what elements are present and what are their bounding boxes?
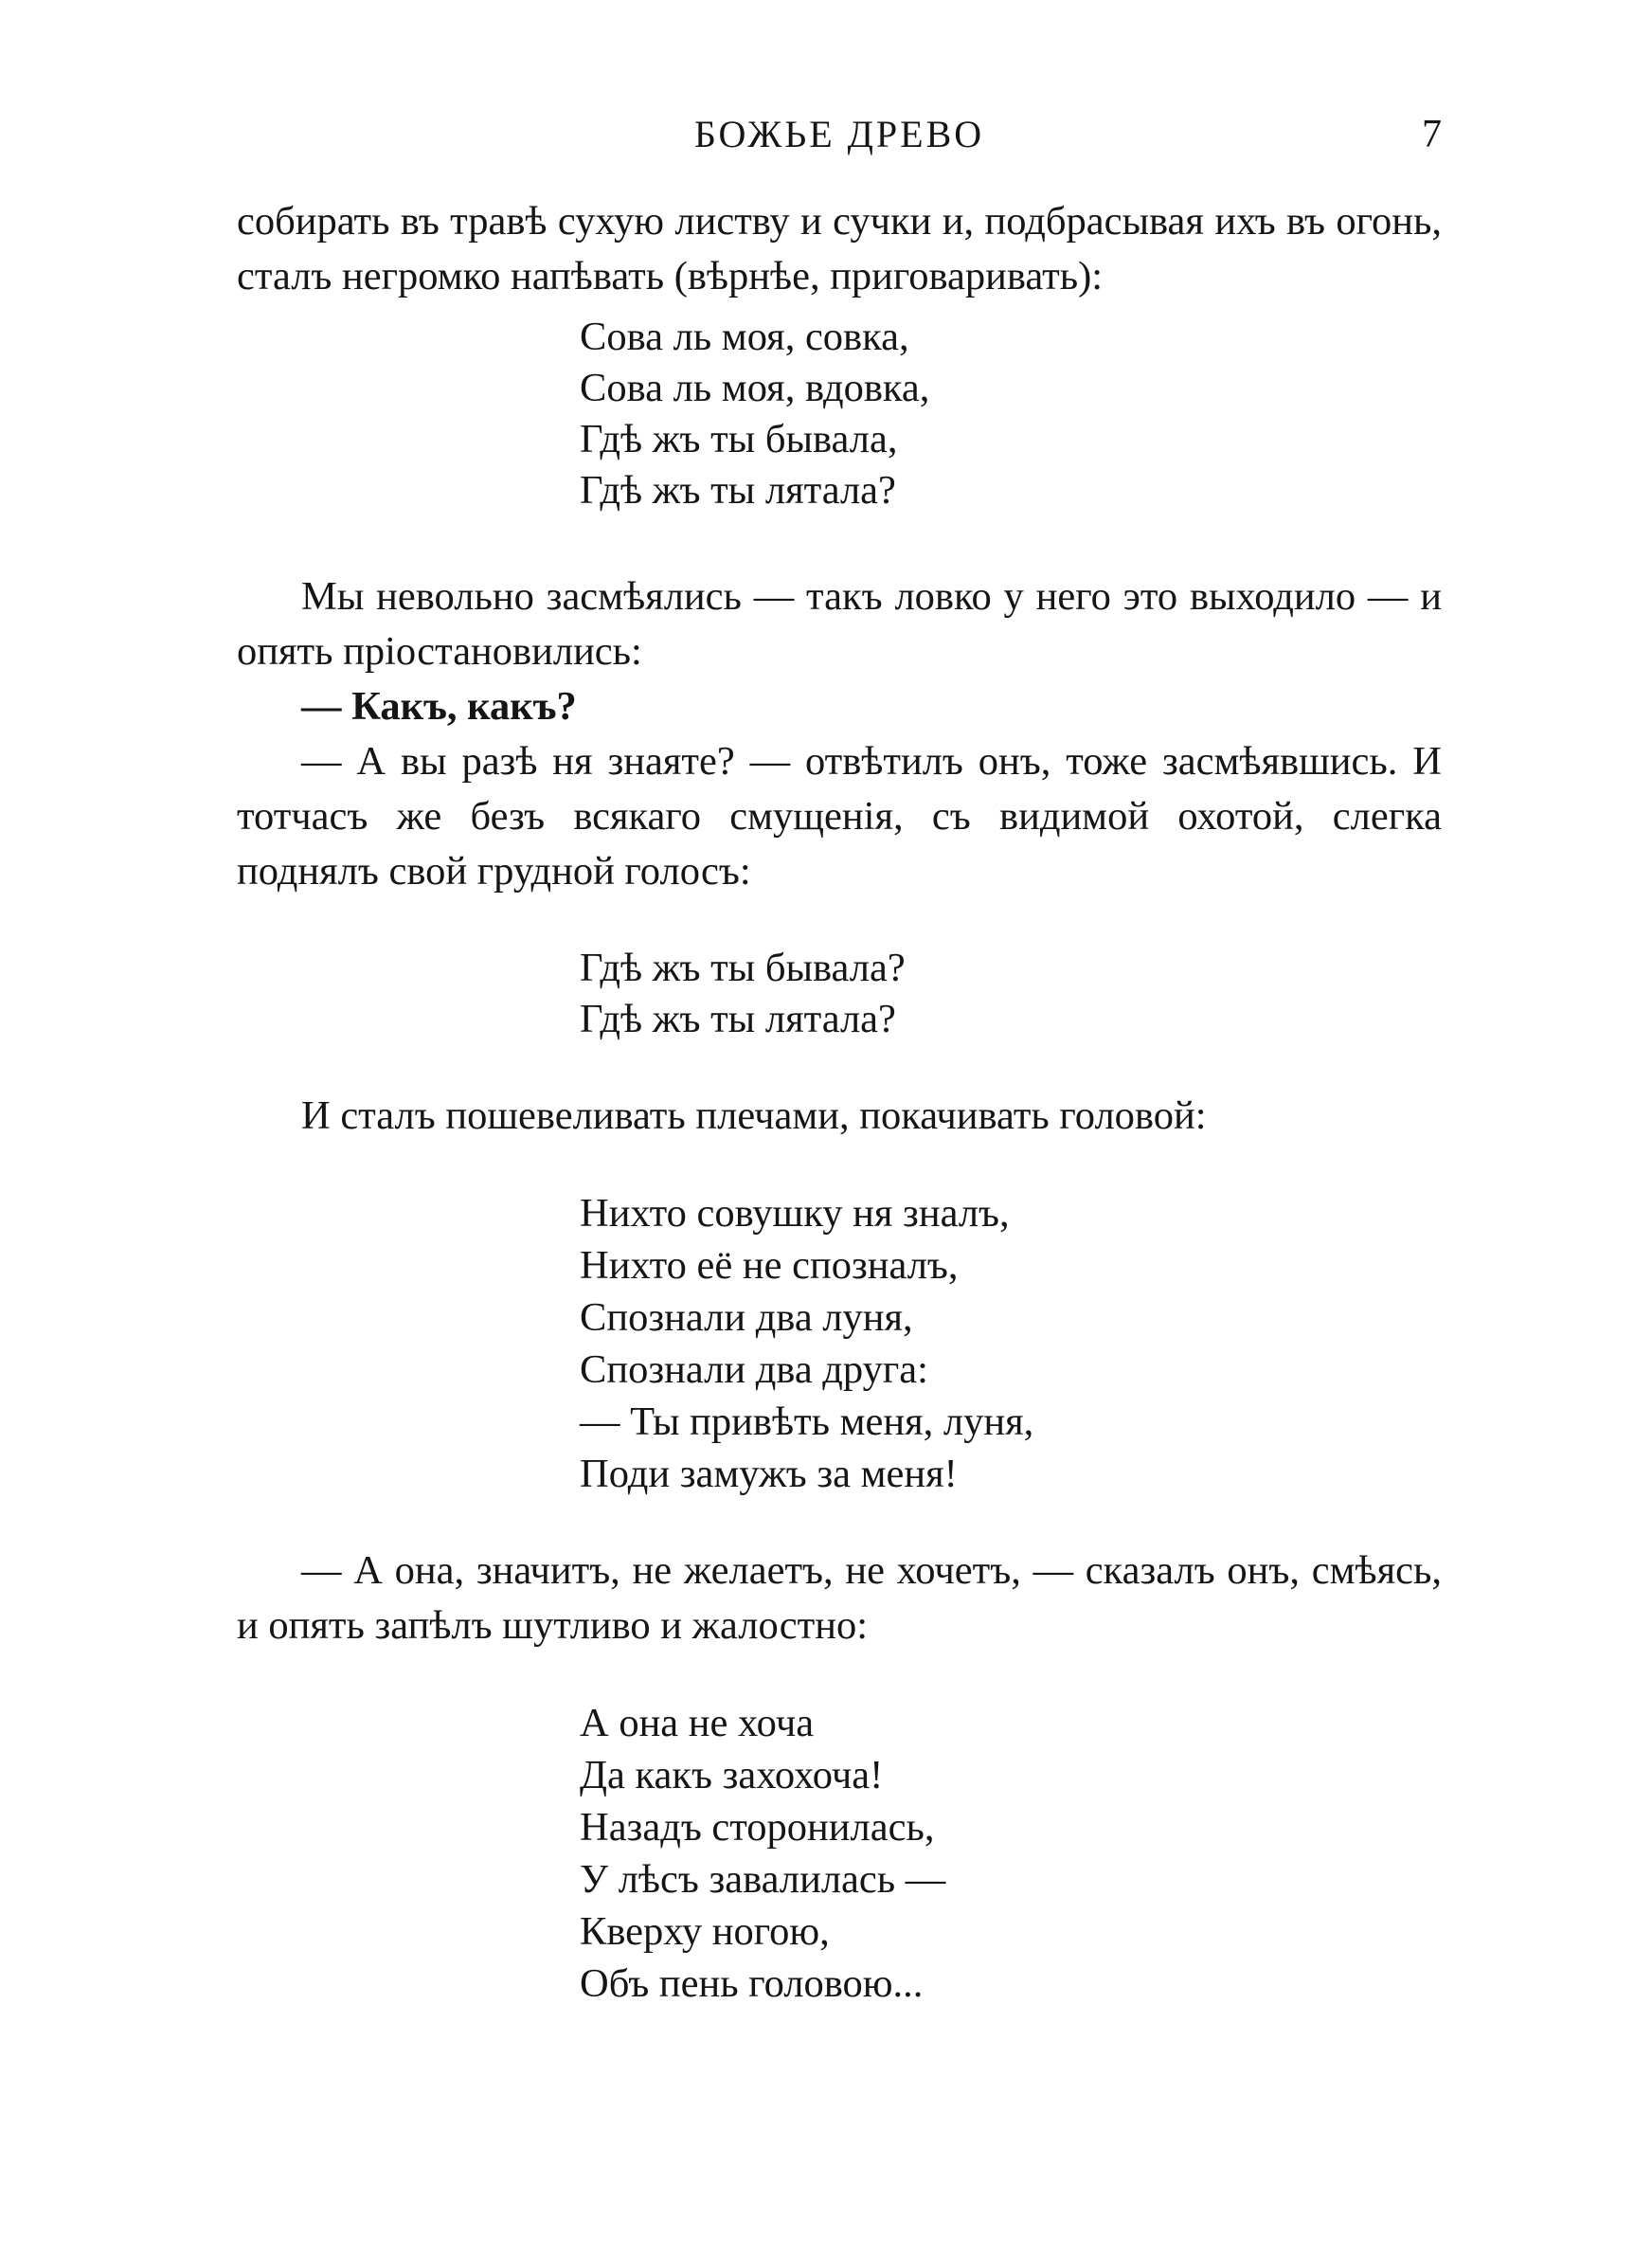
- verse-line: Назадъ сторонилась,: [580, 1805, 935, 1850]
- page-number: 7: [1422, 113, 1442, 156]
- verse-line: Нихто совушку ня зналъ,: [580, 1191, 1010, 1236]
- verse-stanza: [237, 943, 1442, 1045]
- paragraph: [237, 679, 1442, 734]
- verse-line: — Ты привѣть меня, луня,: [580, 1399, 1034, 1444]
- verse-line: Поди замужъ за меня!: [580, 1452, 958, 1496]
- verse-line: Нихто её не спозналъ,: [580, 1243, 959, 1288]
- verse-line: Кверху ногою,: [580, 1909, 830, 1954]
- verse-line: Гдѣ жъ ты бывала?: [580, 946, 906, 990]
- running-title: БОЖЬЕ ДРЕВО: [693, 113, 985, 155]
- verse-line: Спознали два друга:: [580, 1347, 928, 1392]
- page-body: [237, 194, 1442, 2010]
- verse-line: Сова ль моя, вдовка,: [580, 366, 930, 410]
- verse-line: Объ пень головою...: [580, 1961, 924, 2006]
- verse-line: Гдѣ жъ ты бывала,: [580, 417, 898, 461]
- verse-line: Да какъ захохоча!: [580, 1753, 884, 1797]
- verse-line: У лѣсъ завалилась —: [580, 1857, 946, 1902]
- verse-line: Спознали два луня,: [580, 1295, 913, 1340]
- verse-line: Гдѣ жъ ты лятала?: [580, 468, 896, 513]
- paragraph: собирать въ травѣ сухую листву и сучки и, подбрасывая ихъ въ огонь, сталъ негромко напѣвать (вѣрнѣе, приговаривать):: [237, 199, 1442, 298]
- paragraph: Мы невольно засмѣялись — такъ ловко у него это выходило — и опять пріостановились:: [237, 574, 1442, 674]
- verse-stanza: [237, 1187, 1442, 1500]
- dialogue-emphasis: — Какъ, какъ?: [301, 684, 577, 729]
- verse-stanza: [237, 312, 1442, 516]
- verse-stanza: [237, 1697, 1442, 2010]
- paragraph: И сталъ пошевеливать плечами, покачивать головой:: [301, 1093, 1207, 1138]
- verse-line: Сова ль моя, совка,: [580, 315, 909, 359]
- paragraph: — А вы разѣ ня знаяте? — отвѣтилъ онъ, тоже засмѣявшись. И тотчасъ же безъ всякаго смущенія, съ видимой охотой, слегка поднялъ свой грудной голосъ:: [237, 739, 1442, 894]
- page-header: [237, 106, 1442, 163]
- verse-line: А она не хоча: [580, 1701, 815, 1745]
- verse-line: Гдѣ жъ ты лятала?: [580, 997, 896, 1041]
- paragraph: — А она, значитъ, не желаетъ, не хочетъ, — сказалъ онъ, смѣясь, и опять запѣлъ шутливо и жалостно:: [237, 1548, 1442, 1648]
